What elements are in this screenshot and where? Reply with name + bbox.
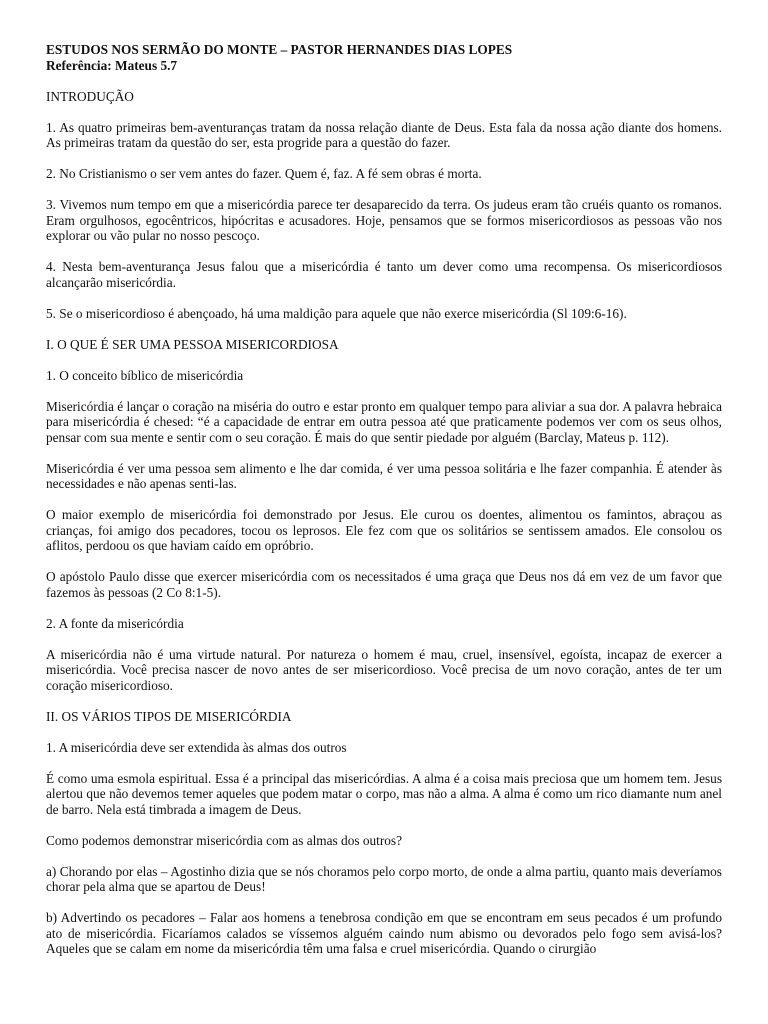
paragraph: 3. Vivemos num tempo em que a misericórdia parece ter desaparecido da terra. Os judeus eram tão cruéis quanto os romanos. Eram orgulhosos, egocêntricos, hipócritas e acusadores. Hoje, pensamos que se formos misericordiosos as pessoas vão nos explorar ou vão pular no nosso pescoço. (46, 197, 722, 243)
paragraph: 2. No Cristianismo o ser vem antes do fazer. Quem é, faz. A fé sem obras é morta. (46, 166, 482, 181)
paragraph: 1. As quatro primeiras bem-aventuranças tratam da nossa relação diante de Deus. Esta fala da nossa ação diante dos homens. As primeiras tratam da questão do ser, esta progride para a questão do fazer. (46, 119, 722, 150)
section-heading-1: I. O QUE É SER UMA PESSOA MISERICORDIOSA (46, 336, 339, 352)
subsection-heading: 2. A fonte da misericórdia (46, 615, 184, 631)
document-reference: Referência: Mateus 5.7 (46, 57, 178, 73)
paragraph: É como uma esmola espiritual. Essa é a principal das misericórdias. A alma é a coisa mais preciosa que um homem tem. Jesus alertou que não devemos temer aqueles que podem matar o corpo, mas não a alma. A alma é como um rico diamante num anel de barro. Nela está timbrada a imagem de Deus. (46, 770, 722, 817)
paragraph: a) Chorando por elas – Agostinho dizia que se nós choramos pelo corpo morto, de onde a alma partiu, quanto mais deveríamos chorar pela alma que se apartou de Deus! (46, 863, 722, 894)
paragraph: Misericórdia é lançar o coração na miséria do outro e estar pronto em qualquer tempo para aliviar a sua dor. A palavra hebraica para misericórdia é chesed: “é a capacidade de entrar em outra pessoa até que praticamente podemos ver com os seus olhos, pensar com sua mente e sentir com o seu coração. É mais do que sentir piedade por alguém (Barclay, Mateus p. 112). (46, 398, 722, 445)
paragraph: 5. Se o misericordioso é abençoado, há uma maldição para aquele que não exerce misericórdia (Sl 109:6-16). (46, 305, 627, 321)
paragraph: Misericórdia é ver uma pessoa sem alimento e lhe dar comida, é ver uma pessoa solitária e lhe fazer companhia. É atender às necessidades e não apenas senti-las. (46, 460, 722, 491)
paragraph: 4. Nesta bem-aventurança Jesus falou que a misericórdia é tanto um dever como uma recompensa. Os misericordiosos alcançarão misericórdia. (46, 259, 722, 290)
document-page (46, 42, 722, 972)
section-heading-2: II. OS VÁRIOS TIPOS DE MISERICÓRDIA (46, 708, 292, 724)
paragraph: O maior exemplo de misericórdia foi demonstrado por Jesus. Ele curou os doentes, alimentou os famintos, abraçou as crianças, foi amigo dos pecadores, tocou os leprosos. Ele fez com que os solitários se sentissem amados. Ele consolou os aflitos, perdoou os que haviam caído em opróbrio. (46, 507, 722, 553)
subsection-heading: 1. O conceito bíblico de misericórdia (46, 367, 244, 383)
paragraph: O apóstolo Paulo disse que exercer misericórdia com os necessitados é uma graça que Deus nos dá em vez de um favor que fazemos às pessoas (2 Co 8:1-5). (46, 569, 722, 600)
paragraph: b) Advertindo os pecadores – Falar aos homens a tenebrosa condição em que se encontram em seus pecados é um profundo ato de misericórdia. Ficaríamos calados se víssemos alguém caindo num abismo ou devorados pelo fogo sem avisá-los? Aqueles que se calam em nome da misericórdia têm uma falsa e cruel misericórdia. Quando o cirurgião (46, 910, 722, 956)
paragraph: Como podemos demonstrar misericórdia com as almas dos outros? (46, 832, 402, 848)
subsection-heading: 1. A misericórdia deve ser extendida às almas dos outros (46, 739, 347, 755)
section-heading-introducao: INTRODUÇÃO (46, 88, 134, 104)
paragraph: A misericórdia não é uma virtude natural. Por natureza o homem é mau, cruel, insensível, egoísta, incapaz de exercer a misericórdia. Você precisa nascer de novo antes de ser misericordioso. Você precisa de um novo coração, antes de ter um coração misericordioso. (46, 646, 722, 693)
document-title: ESTUDOS NOS SERMÃO DO MONTE – PASTOR HERNANDES DIAS LOPES (46, 42, 513, 57)
